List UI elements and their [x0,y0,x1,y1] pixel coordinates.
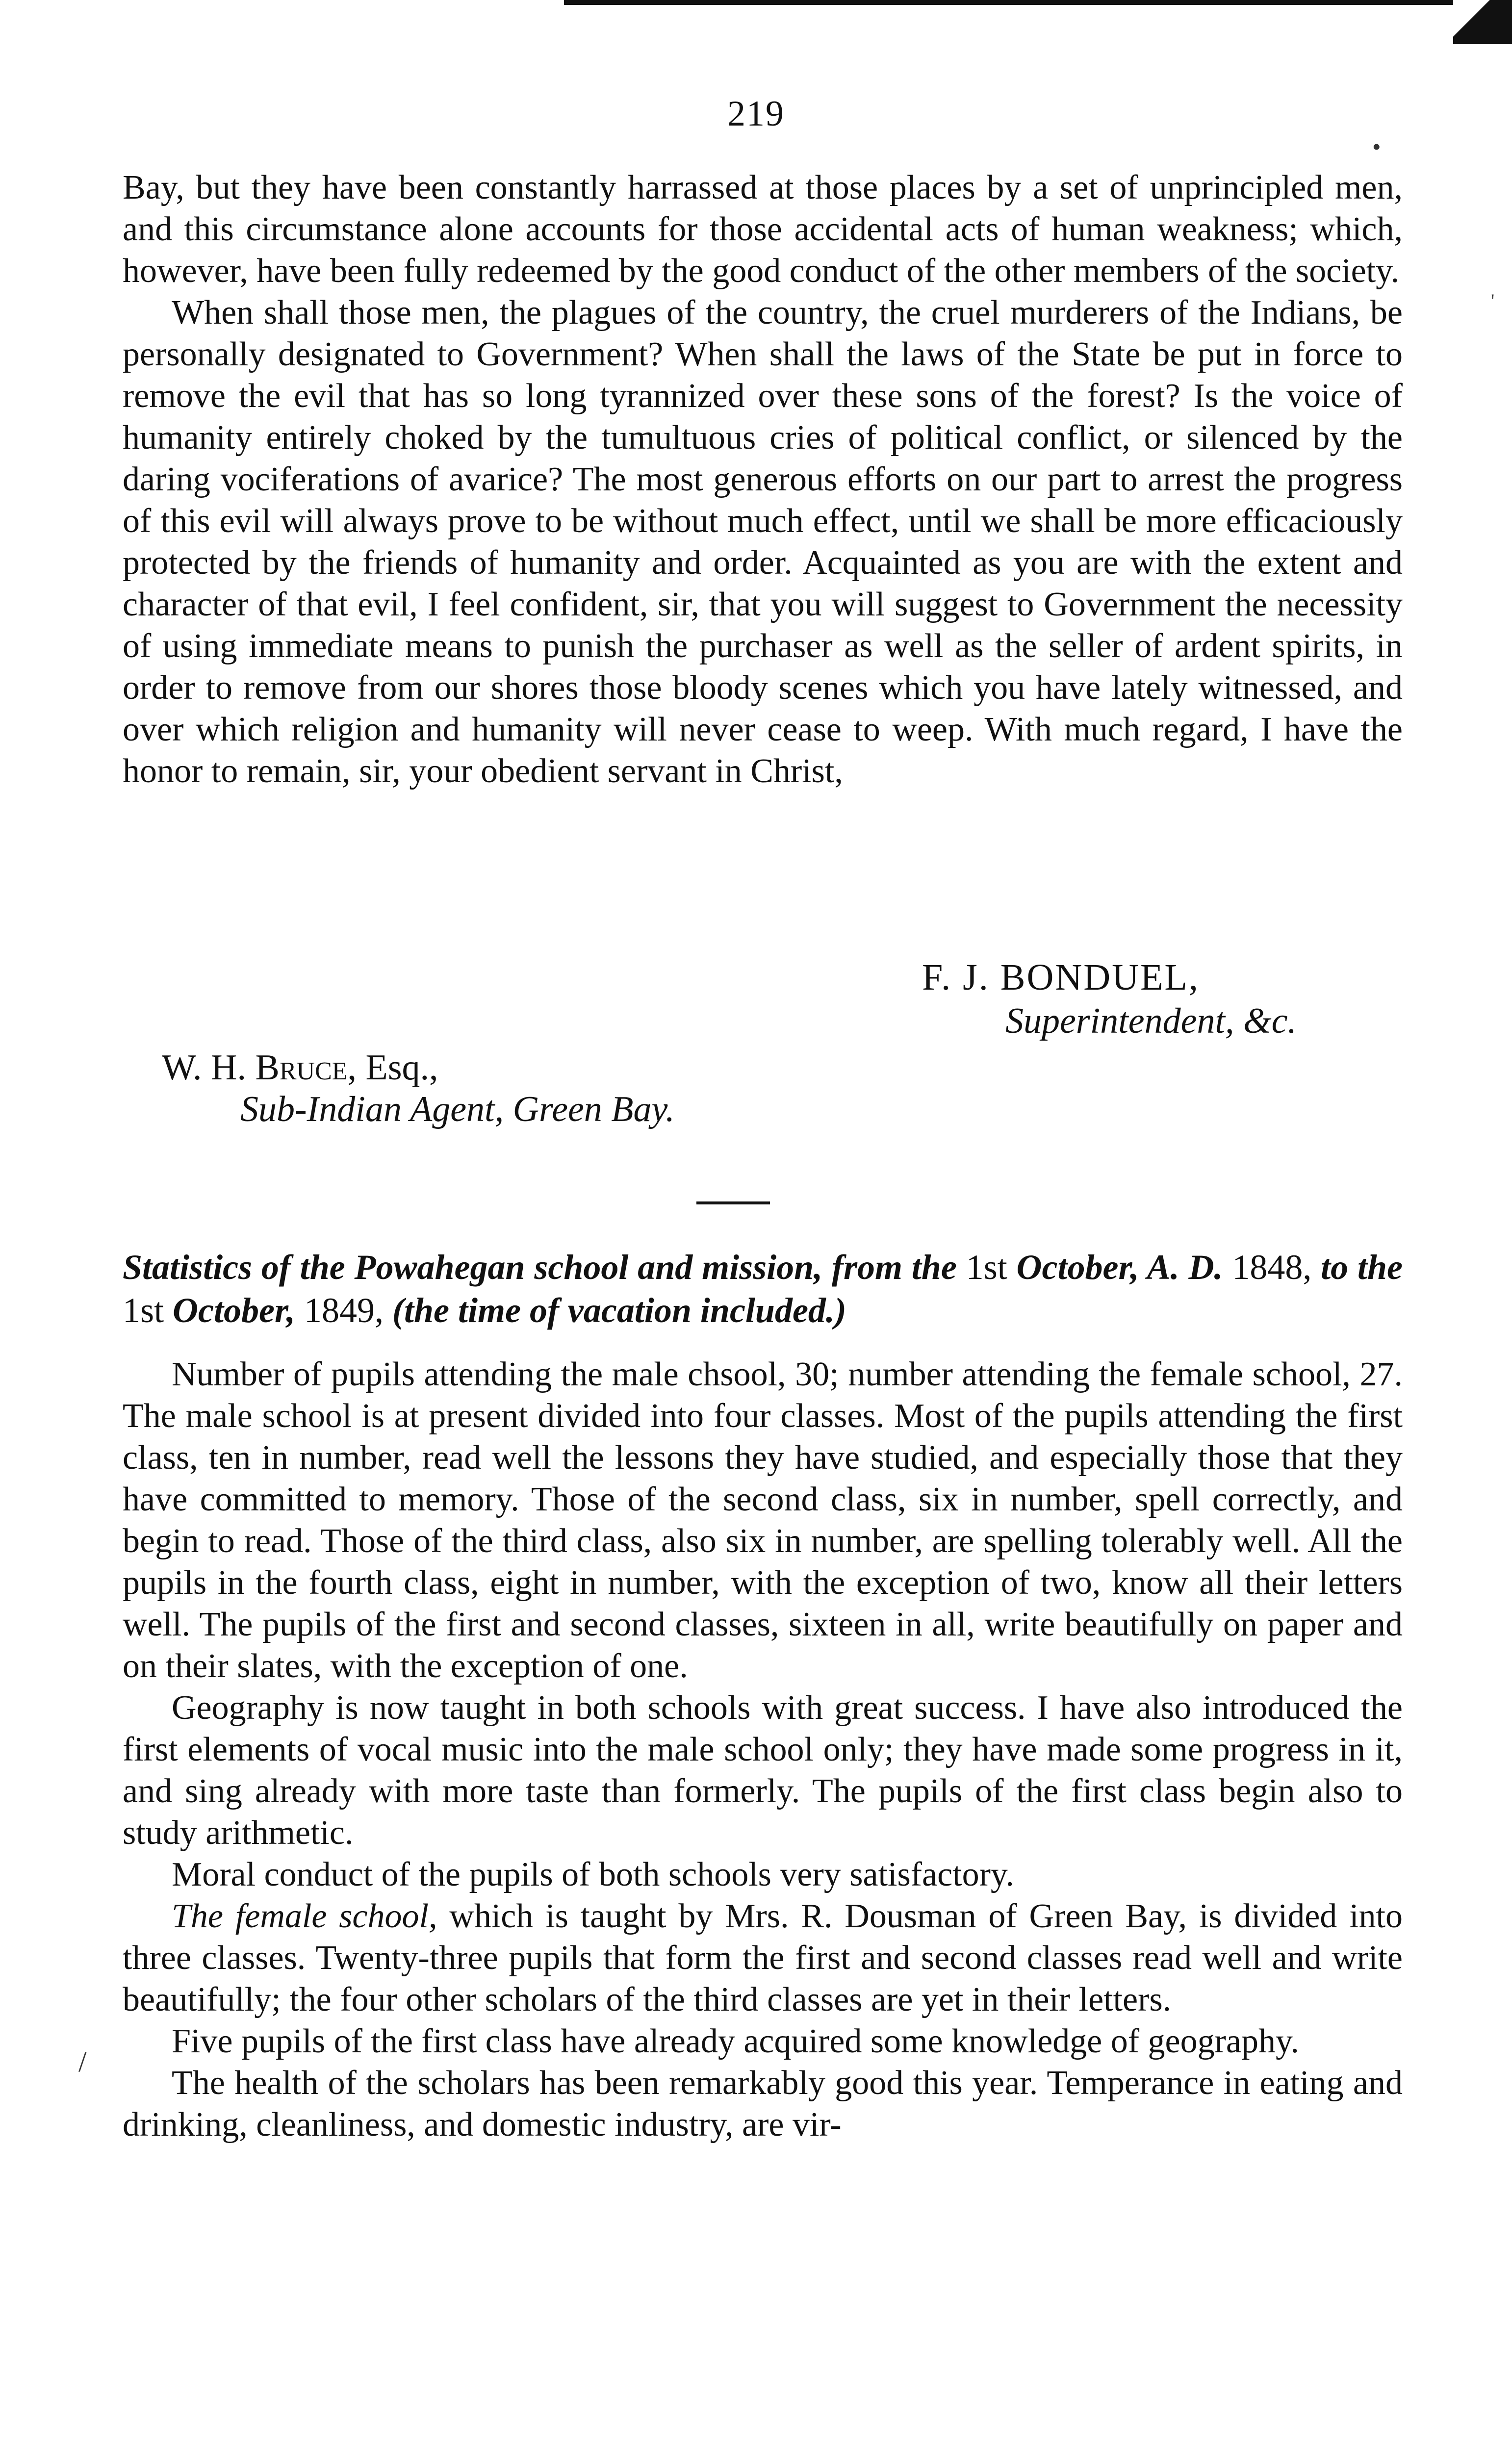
signature-name: F. J. BONDUEL, [922,957,1200,998]
heading-part: Statistics of the Powahegan school and mission, from the [123,1248,957,1287]
heading-part: October, A. D. [1016,1248,1223,1287]
page-number: 219 [727,94,785,134]
margin-tick-right: ' [1491,290,1495,312]
female-school-text: which is taught by Mrs. R. Dousman of Green Bay, is divided into three classes. Twenty-three pupils that form the first and second classes read well and write beautifully; the four other scholars of the third classes are yet in their letters. [123,1897,1403,2018]
margin-dot: • [1372,133,1381,160]
section-divider [696,1201,770,1204]
addressee-suffix: , Esq., [347,1047,438,1088]
statistics-paragraph: The health of the scholars has been remarkably good this year. Temperance in eating and drinking, cleanliness, and domestic industry, are vir- [123,2064,1403,2144]
heading-part: to the [1321,1248,1403,1287]
addressee-surname: Bruce [255,1047,348,1088]
female-school-paragraph [123,1895,1403,2020]
addressee-title: Sub-Indian Agent, Green Bay. [240,1089,675,1129]
addressee-name [162,1047,438,1089]
statistics-paragraph: Number of pupils attending the male chsool, 30; number attending the female school, 27. The male school is at present divided into four classes. Most of the pupils attending the first class, ten in number, read well the lessons they have studied, and especially those that they have committed to memory. Those of the second class, six in number, spell correctly, and begin to read. Those of the third class, also six in number, are spelling tolerably well. All the pupils in the fourth class, eight in number, with the exception of two, know all their letters well. The pupils of the first and second classes, sixteen in all, write beautifully on paper and on their slates, with the exception of one. [123,1355,1403,1685]
statistics-body [123,1354,1403,2146]
heading-date: 1st [966,1248,1007,1287]
heading-year: 1849, [304,1291,384,1330]
statistics-heading [123,1246,1403,1332]
letter-paragraph: When shall those men, the plagues of the country, the cruel murderers of the Indians, be personally designated to Government? When shall the laws of the State be put in force to remove the evil that has so long tyrannized over these sons of the forest? Is the voice of humanity entirely choked by the tumultuous cries of political conflict, or silenced by the daring vociferations of avarice? The most generous efforts on our part to arrest the progress of this evil will always prove to be without much effect, until we shall be more efficaciously protected by the friends of humanity and order. Acquainted as you are with the extent and character of that evil, I feel confident, sir, that you will suggest to Government the necessity of using immediate means to punish the purchaser as well as the seller of ardent spirits, in order to remove from our shores those bloody scenes which you have lately witnessed, and over which religion and humanity will never cease to weep. With much regard, I have the honor to remain, sir, your obedient servant in Christ, [123,294,1403,790]
statistics-paragraph: Geography is now taught in both schools with great success. I have also introduced the first elements of vocal music into the male school only; they have made some progress in it, and sing already with more taste than formerly. The pupils of the first class begin also to study arithmetic. [123,1689,1403,1852]
margin-tick-left: / [78,2045,87,2078]
heading-part: October, [173,1291,295,1330]
addressee-initials: W. H. [162,1047,246,1088]
heading-part: (the time of vacation included.) [392,1291,846,1330]
scan-corner-shadow [1453,0,1512,44]
scan-top-edge [564,0,1512,5]
heading-date: 1st [123,1291,164,1330]
letter-paragraph: Bay, but they have been constantly harrassed at those places by a set of unprincipled men, and this circumstance alone accounts for those accidental acts of human weakness; which, however, have been fully redeemed by the good conduct of the other members of the society. [123,169,1403,290]
female-school-label: The female school, [172,1897,437,1935]
statistics-paragraph: Five pupils of the first class have already acquired some knowledge of geography. [172,2022,1299,2060]
heading-year: 1848, [1232,1248,1312,1287]
signature-title: Superintendent, &c. [1005,1001,1297,1041]
letter-body [123,167,1403,792]
statistics-paragraph: Moral conduct of the pupils of both schools very satisfactory. [172,1856,1014,1893]
